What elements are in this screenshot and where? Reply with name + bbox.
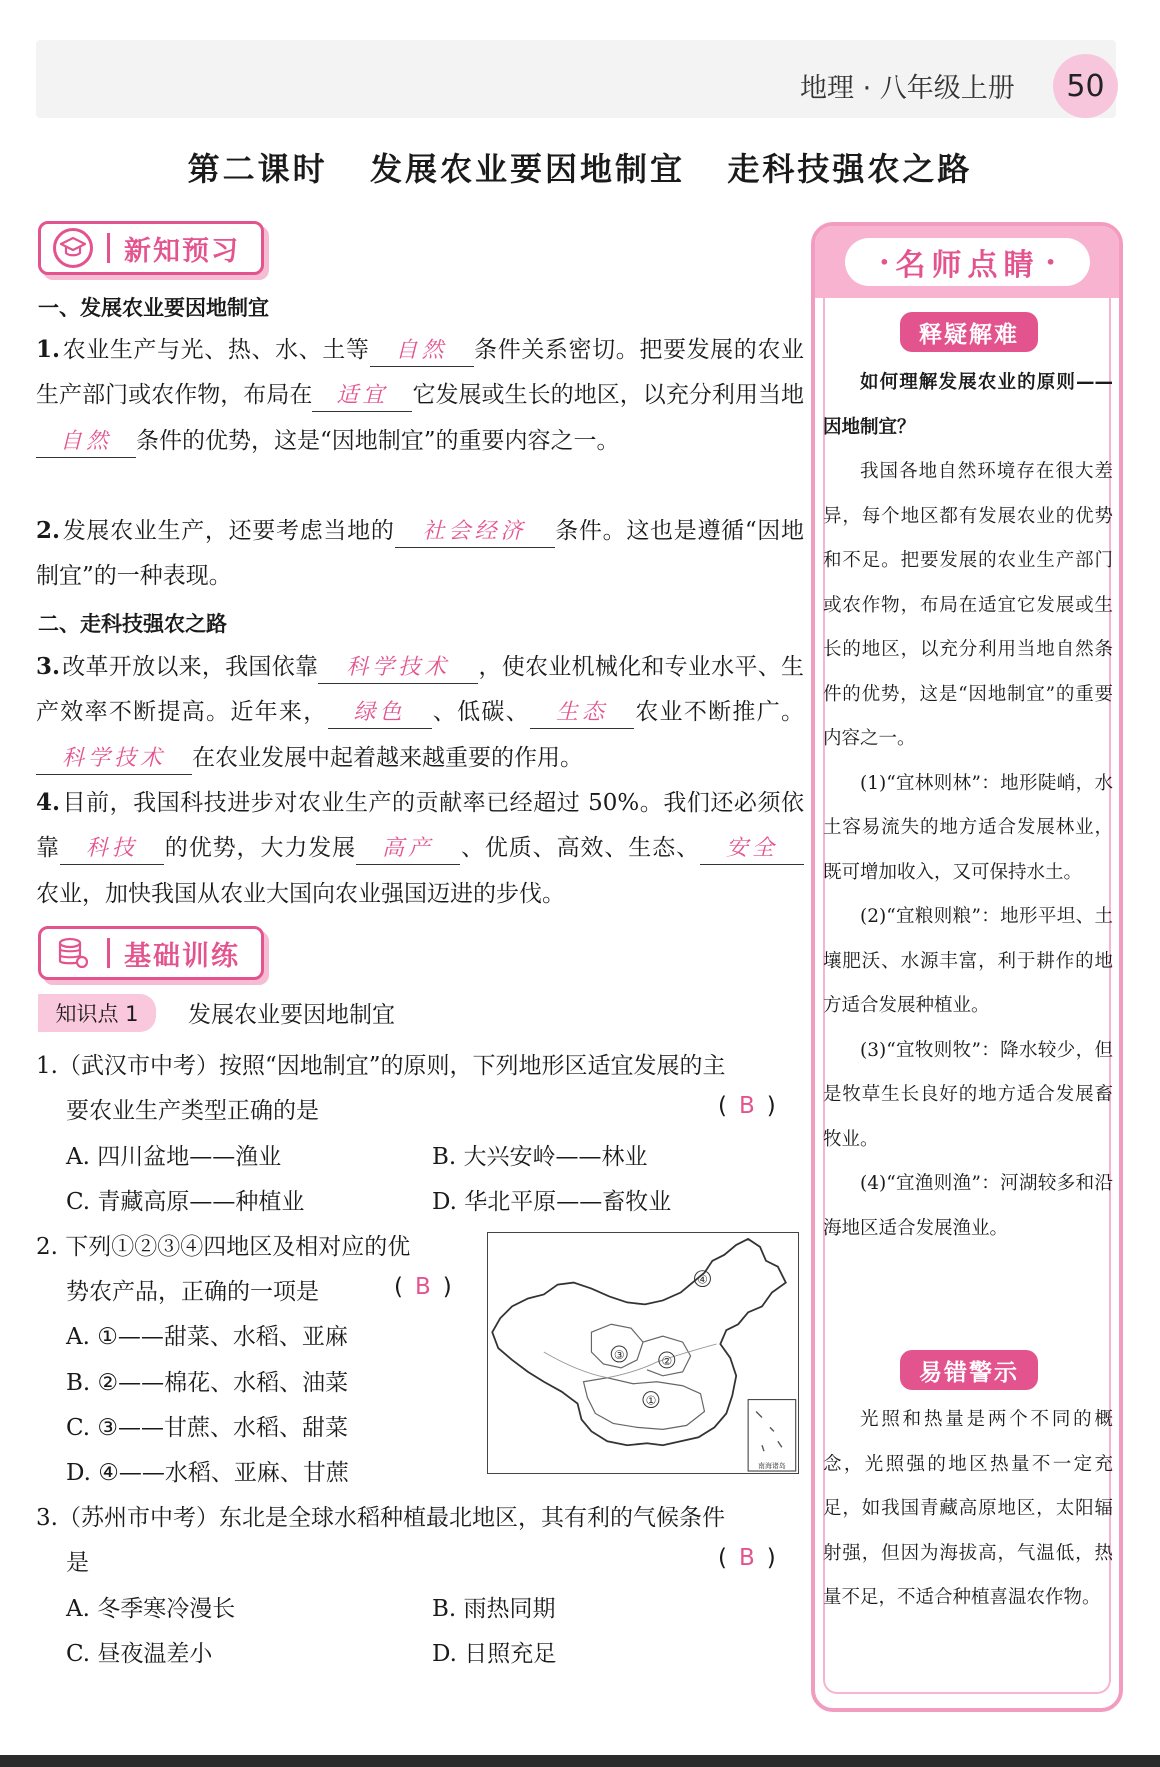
practice-q3-line1: 3.（苏州市中考）东北是全球水稻种植最北地区，其有利的气候条件 — [36, 1505, 725, 1531]
sidebar-paragraph: (3)“宜牧则牧”：降水较少，但是牧草生长良好的地方适合发展畜牧业。 — [823, 1039, 1113, 1150]
practice-q1-line1: 1.（武汉市中考）按照“因地制宜”的原则，下列地形区适宜发展的主 — [36, 1053, 726, 1079]
option-b: B. 大兴安岭——林业 — [432, 1144, 648, 1170]
sidebar-paragraph: (1)“宜林则林”：地形陡峭，水土容易流失的地方适合发展林业，既可增加收入，又可保持水土。 — [823, 772, 1113, 883]
preview-question-3 — [36, 644, 804, 781]
question-text: 的优势，大力发展 — [163, 835, 357, 862]
answer-blank: 科技 — [60, 834, 164, 865]
practice-q2-line1: 2. 下列①②③④四地区及相对应的优 — [36, 1234, 411, 1260]
answer-letter: B — [738, 1093, 755, 1119]
answer-blank: 科学技术 — [318, 653, 478, 684]
practice-q1-answer: ( B ) — [718, 1093, 776, 1119]
answer-blank: 绿色 — [328, 698, 432, 729]
option-b: B. 雨热同期 — [432, 1596, 556, 1622]
option-d: D. 日照充足 — [432, 1641, 557, 1667]
option-c: C. ③——甘蔗、水稻、甜菜 — [66, 1415, 349, 1441]
answer-blank: 适宜 — [312, 381, 412, 412]
question-text: 、优质、高效、生态、 — [460, 835, 701, 862]
option-d: D. 华北平原——畜牧业 — [432, 1189, 672, 1215]
knowledge-point-title: 发展农业要因地制宜 — [188, 1002, 395, 1028]
sidebar-question: 如何理解发展农业的原则——因地制宜？ — [823, 372, 1113, 438]
practice-q3-line2: 是 — [66, 1550, 89, 1576]
question-text: 改革开放以来，我国依靠 — [62, 654, 319, 680]
preview-question-4 — [36, 780, 804, 917]
sidebar-tag-warning: 易错警示 — [900, 1350, 1038, 1390]
sidebar-title — [845, 238, 1090, 286]
question-text: 条件的优势，这是“因地制宜”的重要内容之一。 — [136, 427, 620, 454]
section-divider — [107, 233, 110, 263]
practice-section-header — [38, 926, 264, 980]
question-text: ，使农业机械化和专业水平、生产效率不断提高。近年来， — [36, 654, 805, 726]
part1-heading: 一、发展农业要因地制宜 — [38, 296, 269, 320]
question-text: 它发展或生长的地区，以充分利用当地 — [412, 382, 805, 409]
page-number-badge: 50 — [1053, 54, 1118, 118]
option-d: D. ④——水稻、亚麻、甘蔗 — [66, 1460, 349, 1486]
question-text: 农业，加快我国从农业大国向农业强国迈进的步伐。 — [36, 880, 565, 907]
database-gear-icon — [53, 933, 93, 973]
sidebar-paragraph: (4)“宜渔则渔”：河湖较多和沿海地区适合发展渔业。 — [823, 1173, 1113, 1239]
sidebar-text-block-1 — [823, 361, 1113, 1251]
option-a: A. ①——甜菜、水稻、亚麻 — [66, 1324, 348, 1350]
question-text: 目前，我国科技进步对农业生产的贡献率已经超过 50%。我们还必须依靠 — [36, 790, 804, 862]
practice-q1-line2: 要农业生产类型正确的是 — [66, 1098, 319, 1124]
lesson-title: 第二课时 发展农业要因地制宜 走科技强农之路 — [187, 150, 973, 188]
part2-heading: 二、走科技强农之路 — [38, 612, 227, 636]
preview-section-header — [38, 221, 264, 275]
question-text: 在农业发展中起着越来越重要的作用。 — [192, 744, 583, 771]
answer-blank: 安全 — [700, 834, 804, 865]
practice-q2-answer: ( B ) — [394, 1274, 452, 1300]
question-number: 3. — [36, 653, 61, 680]
answer-blank: 生态 — [530, 698, 634, 729]
preview-section-label: 新知预习 — [124, 235, 240, 267]
practice-q2-line2: 势农产品，正确的一项是 — [66, 1279, 319, 1305]
map-label-3: ③ — [613, 1347, 625, 1362]
sidebar-paragraph: 我国各地自然环境存在很大差异，每个地区都有发展农业的优势和不足。把要发展的农业生产部门或农作物，布局在适宜它发展或生长的地区，以充分利用当地自然条件的优势，这是“因地制宜”的重要内容之一。 — [823, 461, 1113, 749]
sidebar-text-block-2 — [823, 1398, 1113, 1621]
sidebar-tag-explain: 释疑解难 — [900, 312, 1038, 352]
option-c: C. 昼夜温差小 — [66, 1641, 213, 1667]
china-map — [487, 1232, 799, 1474]
dot-icon: • — [879, 252, 890, 272]
china-map-outline — [488, 1233, 798, 1473]
sidebar-paragraph: (2)“宜粮则粮”：地形平坦、土壤肥沃、水源丰富，利于耕作的地方适合发展种植业。 — [823, 906, 1113, 1016]
question-number: 4. — [36, 789, 61, 816]
preview-question-1 — [36, 327, 804, 464]
option-a: A. 四川盆地——渔业 — [66, 1144, 282, 1170]
book-subject: 地理 · 八年级上册 — [800, 73, 1015, 104]
teacher-tips-sidebar — [811, 222, 1123, 1712]
answer-blank: 社会经济 — [395, 517, 555, 548]
knowledge-point-tag: 知识点 1 — [38, 994, 156, 1032]
answer-blank: 自然 — [36, 427, 136, 458]
answer-blank: 科学技术 — [36, 744, 192, 775]
practice-q3-answer: ( B ) — [718, 1545, 776, 1571]
map-label-4: ④ — [697, 1272, 708, 1287]
answer-blank: 高产 — [356, 834, 460, 865]
section-divider — [107, 938, 110, 968]
graduation-cap-icon — [53, 228, 93, 268]
preview-question-2 — [36, 508, 804, 600]
question-text: 条件关系密切。把要发展的农业生产部门或农作物，布局在 — [36, 337, 805, 409]
sidebar-paragraph: 光照和热量是两个不同的概念，光照强的地区热量不一定充足，如我国青藏高原地区，太阳辐射强，但因为海拔高，气温低，热量不足，不适合种植喜温农作物。 — [823, 1409, 1113, 1608]
map-inset-label: 南海诸岛 — [758, 1462, 786, 1471]
question-text: 条件。这也是遵循“因地制宜”的一种表现。 — [36, 518, 805, 590]
question-number: 2. — [36, 517, 61, 544]
question-text: 、低碳、 — [431, 699, 530, 726]
question-text: 农业不断推广。 — [633, 699, 805, 726]
question-text: 农业生产与光、热、水、土等 — [62, 337, 370, 363]
question-text: 发展农业生产，还要考虑当地的 — [62, 518, 395, 544]
bottom-bar — [0, 1755, 1160, 1767]
option-a: A. 冬季寒冷漫长 — [66, 1596, 236, 1622]
sidebar-title-text: 名师点睛 — [895, 248, 1040, 283]
map-label-2: ② — [661, 1353, 673, 1368]
dot-icon: • — [1045, 252, 1056, 272]
practice-section-label: 基础训练 — [124, 940, 240, 972]
option-b: B. ②——棉花、水稻、油菜 — [66, 1370, 349, 1396]
map-label-1: ① — [645, 1393, 657, 1408]
answer-letter: B — [738, 1545, 755, 1571]
answer-blank: 自然 — [370, 336, 474, 367]
question-number: 1. — [36, 336, 61, 363]
answer-letter: B — [414, 1274, 431, 1300]
option-c: C. 青藏高原——种植业 — [66, 1189, 305, 1215]
